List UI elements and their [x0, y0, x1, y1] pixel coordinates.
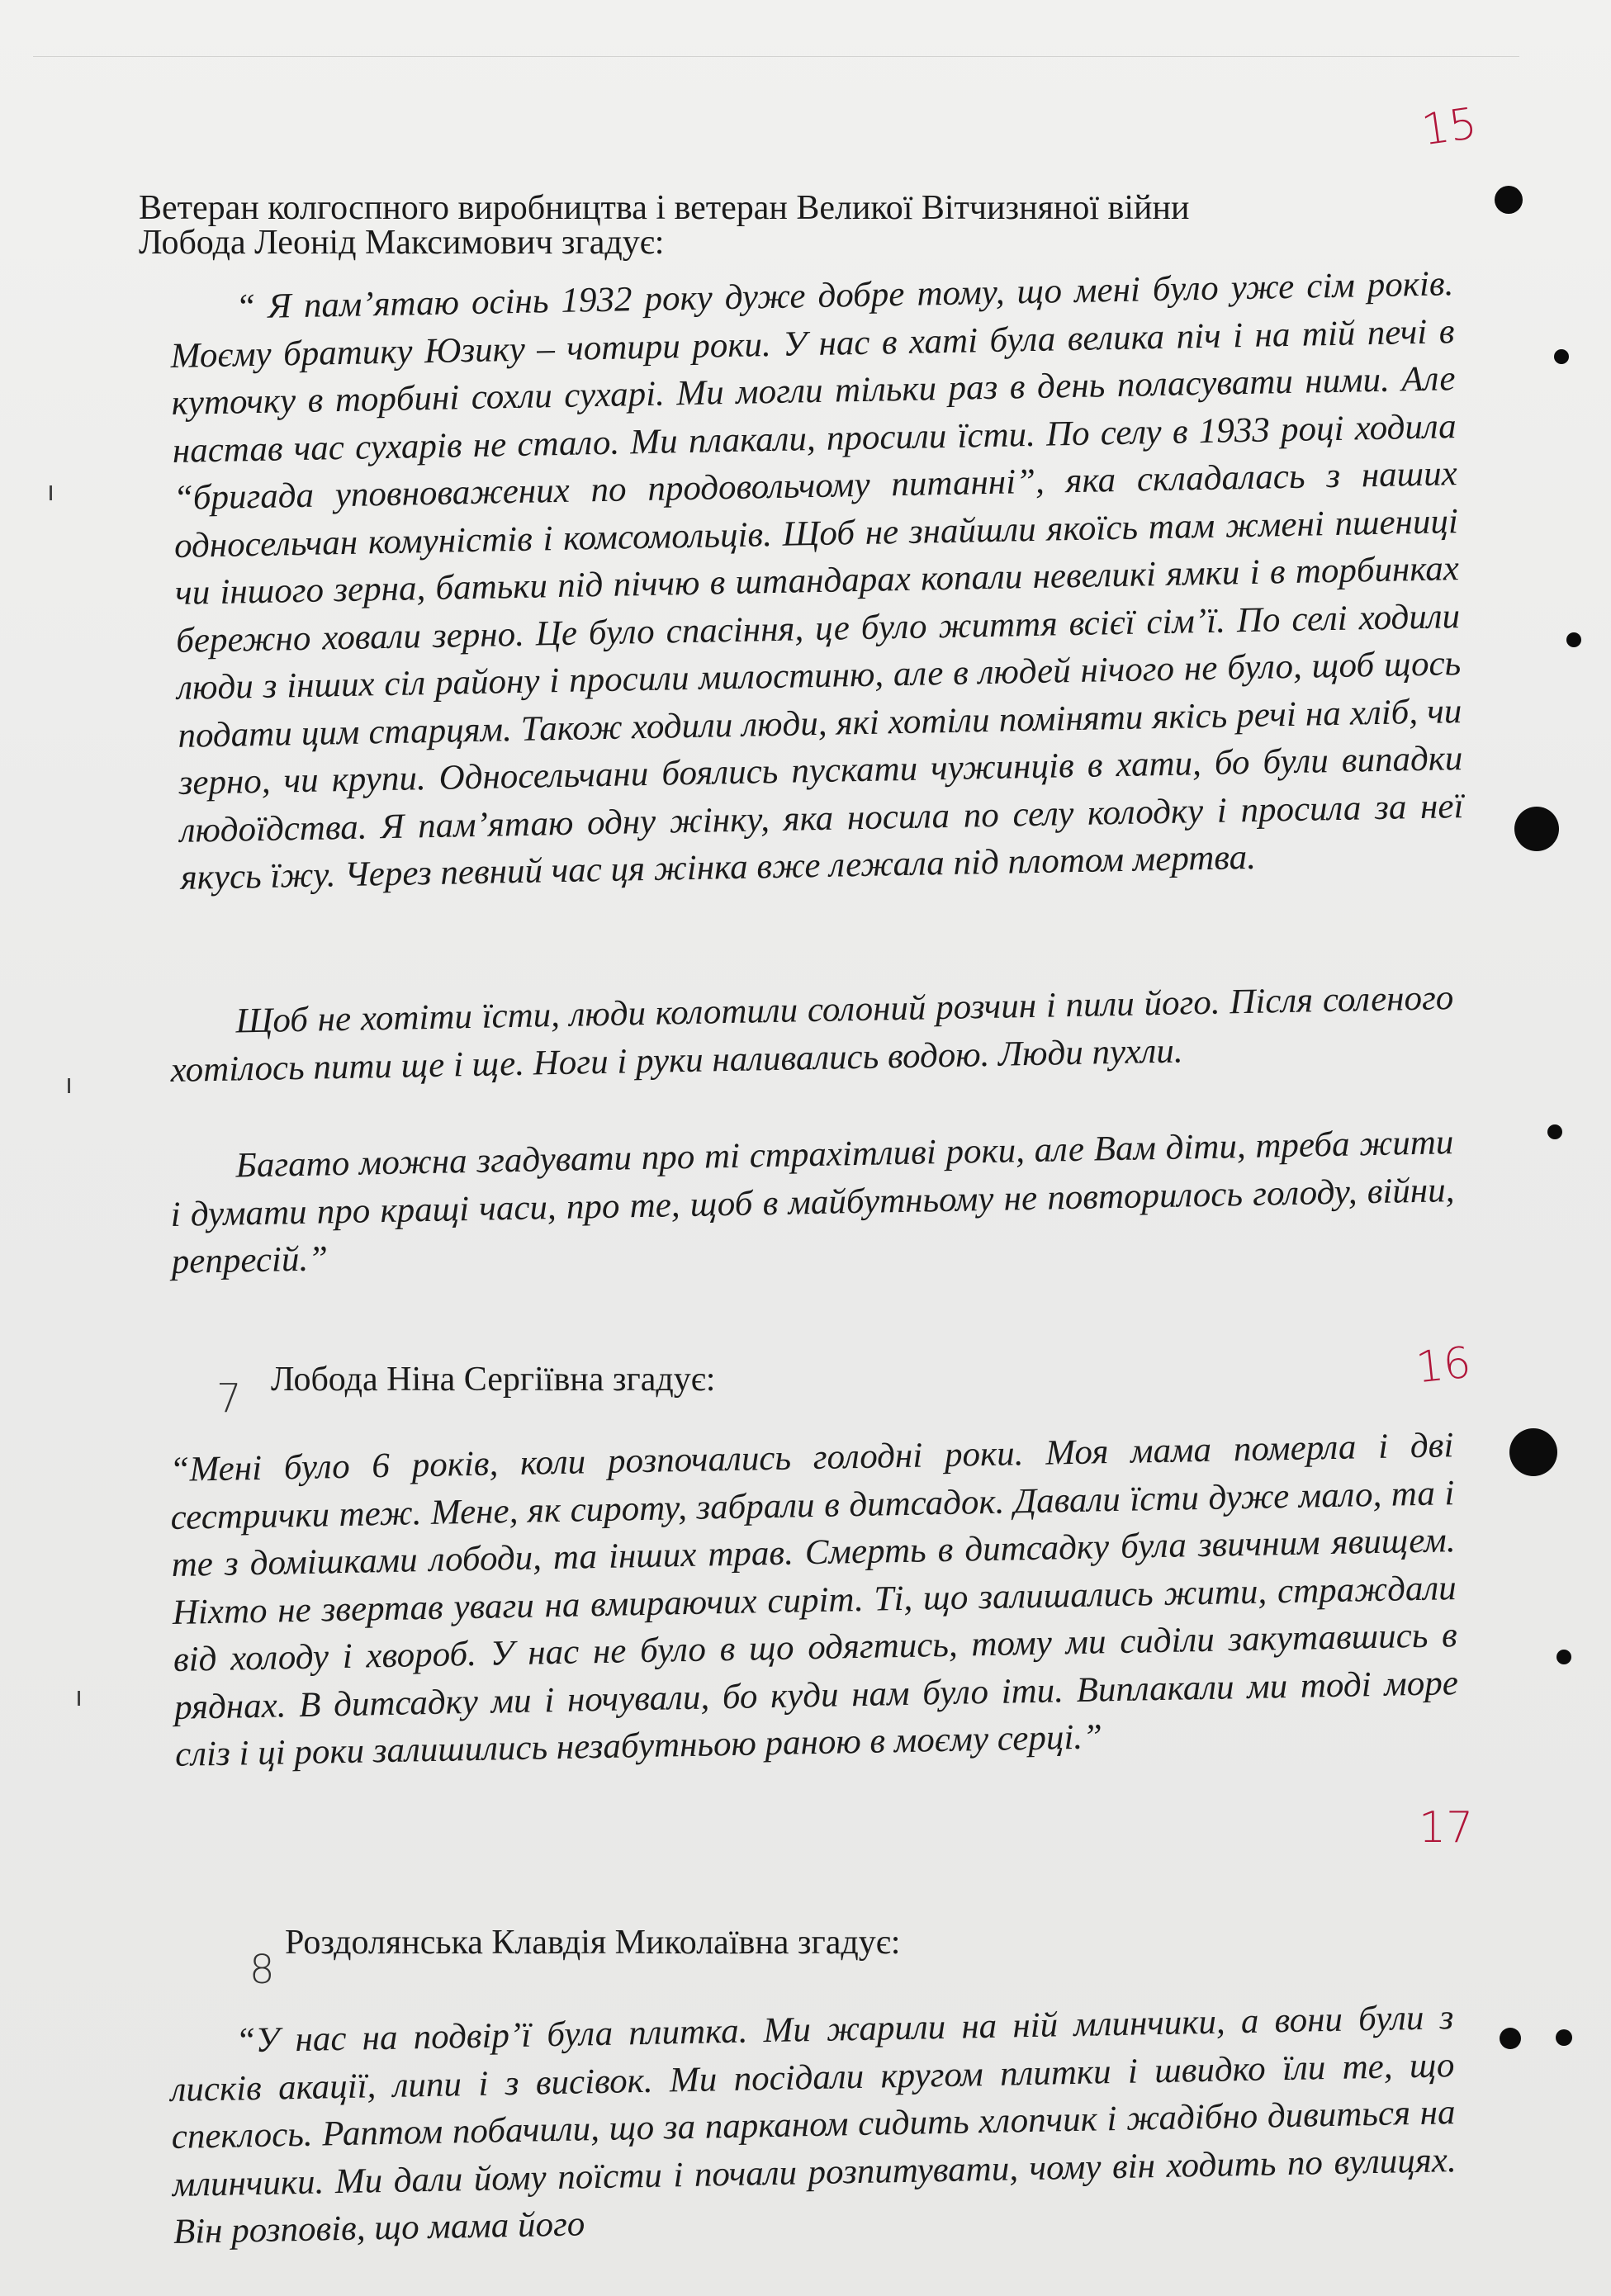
binder-hole — [1514, 807, 1559, 851]
item-number-8: 8 — [249, 1947, 275, 1993]
scan-mark — [68, 1078, 70, 1093]
scan-mark — [50, 485, 52, 500]
binder-hole — [1500, 2028, 1521, 2049]
binder-hole — [1547, 1124, 1562, 1139]
binder-hole — [1557, 1650, 1571, 1664]
page-top-edge — [33, 56, 1519, 57]
section-3-heading: Роздолянська Клавдія Миколаївна згадує: — [285, 1924, 901, 1962]
memoir-paragraph-3: Багато можна згадувати про ті страхітливі роки, але Вам діти, треба жити і думати про кращі часи, про те, щоб в майбутньому не повторилось голоду, війни, репресій.” — [170, 1123, 1455, 1281]
page-number-17: 17 — [1419, 1803, 1474, 1853]
memoir-paragraph-1: “ Я пам’ятаю осінь 1932 року дуже добре тому, що мені було уже сім років. Моєму братику Юзику – чотири роки. У нас в хаті була велика піч і на тій печі в куточку в торбині сохли сухарі. Ми могли тільки раз в день поласувати ними. Але настав час сухарів не стало. Ми плакали, просили їсти. По селу в 1933 році ходила “бригада уповноважених по продовольчому питанні”, яка складалась з наших односельчан комуністів і комсомольців. Щоб не знайшли якоїсь там жмені пшениці чи іншого зерна, батьки під піччю в штандарах копали невеликі ямки і в торбинках бережно ховали зерно. Це було спасіння, це було життя всієї сім’ї. По селі ходили люди з інших сіл району і просили милостиню, але в людей нічого не було, щоб щось подати цим старцям. Також ходили люди, які хотіли поміняти якісь речі на хліб, чи зерно, чи крупи. Односельчани боялись пускати чужинців в хати, бо були випадки людоїдства. Я пам’ятаю одну жінку, яка носила по селу колодку і просила за неї якусь їжу. Через певний час ця жінка вже лежала під плотом мертва. — [170, 264, 1464, 897]
binder-hole — [1509, 1428, 1557, 1476]
binder-hole — [1566, 632, 1581, 647]
page-number-16: 16 — [1414, 1337, 1474, 1394]
scan-mark — [78, 1691, 80, 1706]
intro-line-1: Ветеран колгоспного виробництва і ветеран Великої Вітчизняної війни — [139, 189, 1190, 227]
memoir-paragraph-4: “Мені було 6 років, коли розпочались голодні роки. Моя мама померла і дві сестрички теж. Мене, як сироту, забрали в дитсадок. Давали їсти дуже мало, та і те з домішками лободи, та інших трав. Смерть в дитсадку була звичним явищем. Ніхто не звертав уваги на вмираючих сиріт. Ті, що залишались жити, страждали від холоду і хвороб. У нас не було в що одягтись, тому ми сиділи закутавшись в ряднах. В дитсадку ми і ночували, бо куди нам було іти. Виплакали ми тоді море сліз і ці роки залишились незабутньою раною в моєму серці.” — [169, 1426, 1459, 1774]
item-number-7: 7 — [216, 1375, 242, 1422]
page-number-15: 15 — [1419, 98, 1481, 156]
binder-hole — [1554, 349, 1569, 364]
section-2-heading: Лобода Ніна Сергіївна згадує: — [271, 1361, 716, 1399]
memoir-paragraph-5: “У нас на подвір’ї була плитка. Ми жарили на ній млинчики, а вони були з лисків акації, липи і з висівок. Ми посідали кругом плитки і швидко їли те, що спеклось. Раптом побачили, що за парканом сидить хлопчик і жадібно дивиться на млинчики. Ми дали йому поїсти і почали розпитувати, чому він ходить по вулицях. Він розповів, що мама його — [170, 1998, 1457, 2251]
memoir-paragraph-2: Щоб не хотіти їсти, люди колотили солоний розчин і пили його. Після соленого хотілось пити ще і ще. Ноги і руки наливались водою. Люди пухли. — [170, 978, 1454, 1090]
binder-hole — [1495, 186, 1523, 214]
intro-line-2: Лобода Леонід Максимович згадує: — [139, 224, 665, 262]
binder-hole — [1556, 2029, 1572, 2046]
